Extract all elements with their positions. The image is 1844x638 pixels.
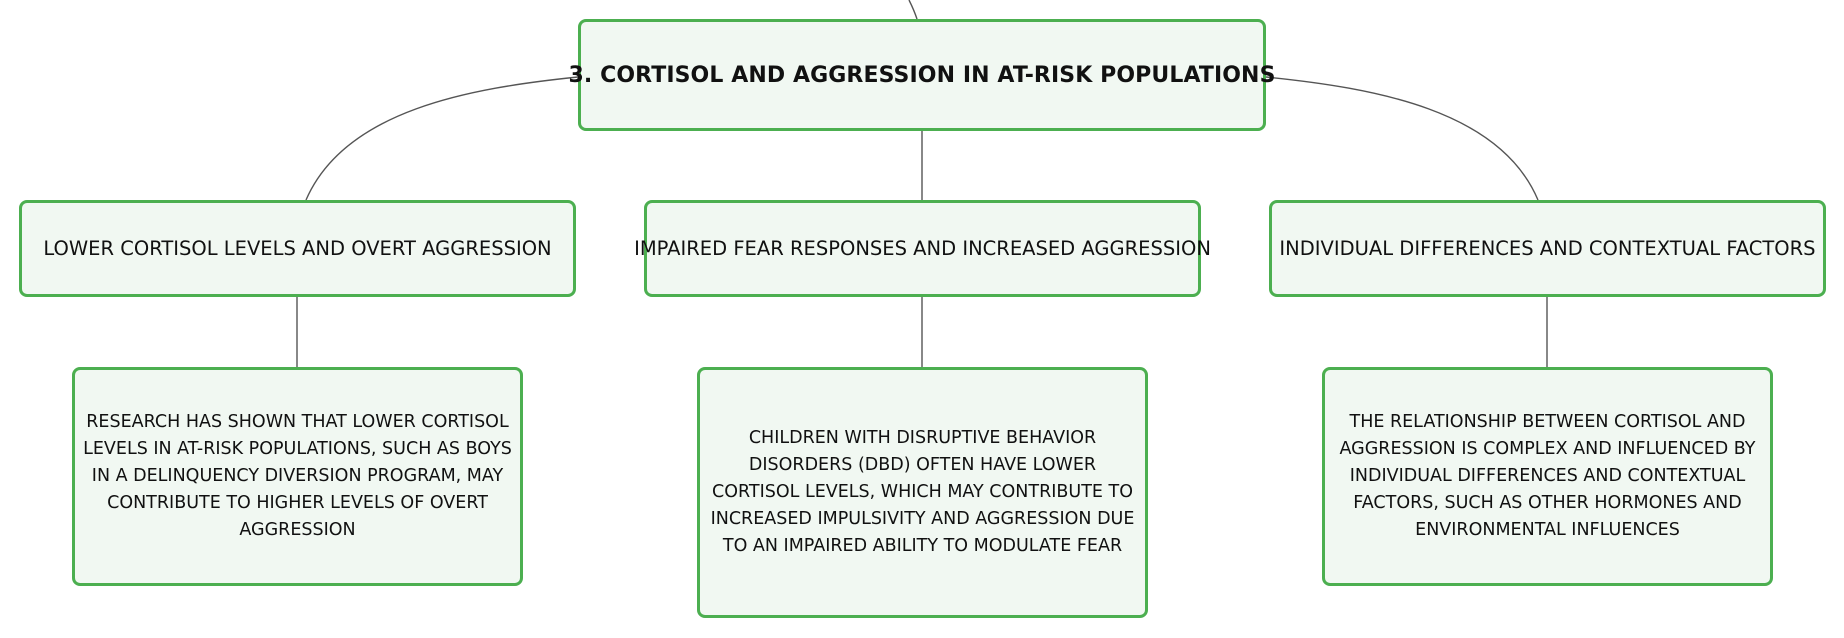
detail-node-individual-differences[interactable]	[1322, 367, 1773, 586]
detail-text: THE RELATIONSHIP BETWEEN CORTISOL AND AGGRESSION IS COMPLEX AND INFLUENCED BY INDIVIDUAL DIFFERENCES AND CONTEXTUAL FACTORS, SUCH AS OTHER HORMONES AND ENVIRONMENTAL INFLUENCES	[1339, 412, 1756, 540]
branch-label: IMPAIRED FEAR RESPONSES AND INCREASED AGGRESSION	[634, 237, 1211, 260]
branch-label: LOWER CORTISOL LEVELS AND OVERT AGGRESSION	[43, 237, 552, 260]
connector-parent-to-root	[909, 0, 917, 19]
root-topic-node[interactable]	[568, 19, 1276, 131]
connector-root-to-branch-1	[306, 77, 578, 200]
detail-node-lower-cortisol[interactable]	[72, 367, 523, 586]
branch-node-lower-cortisol[interactable]	[19, 200, 576, 297]
detail-text: CHILDREN WITH DISRUPTIVE BEHAVIOR DISORDERS (DBD) OFTEN HAVE LOWER CORTISOL LEVELS, WHICH MAY CONTRIBUTE TO INCREASED IMPULSIVITY AND AGGRESSION DUE TO AN IMPAIRED ABILITY TO MODULATE FEAR	[710, 428, 1135, 556]
connector-root-to-branch-3	[1266, 77, 1538, 200]
branch-node-individual-differences[interactable]	[1269, 200, 1826, 297]
root-topic-label: 3. CORTISOL AND AGGRESSION IN AT-RISK POPULATIONS	[568, 62, 1276, 88]
branch-node-impaired-fear[interactable]	[634, 200, 1211, 297]
branch-label: INDIVIDUAL DIFFERENCES AND CONTEXTUAL FACTORS	[1279, 237, 1816, 260]
detail-text: RESEARCH HAS SHOWN THAT LOWER CORTISOL LEVELS IN AT-RISK POPULATIONS, SUCH AS BOYS IN A DELINQUENCY DIVERSION PROGRAM, MAY CONTRIBUTE TO HIGHER LEVELS OF OVERT AGGRESSION	[83, 412, 512, 540]
detail-node-impaired-fear[interactable]	[697, 367, 1148, 618]
